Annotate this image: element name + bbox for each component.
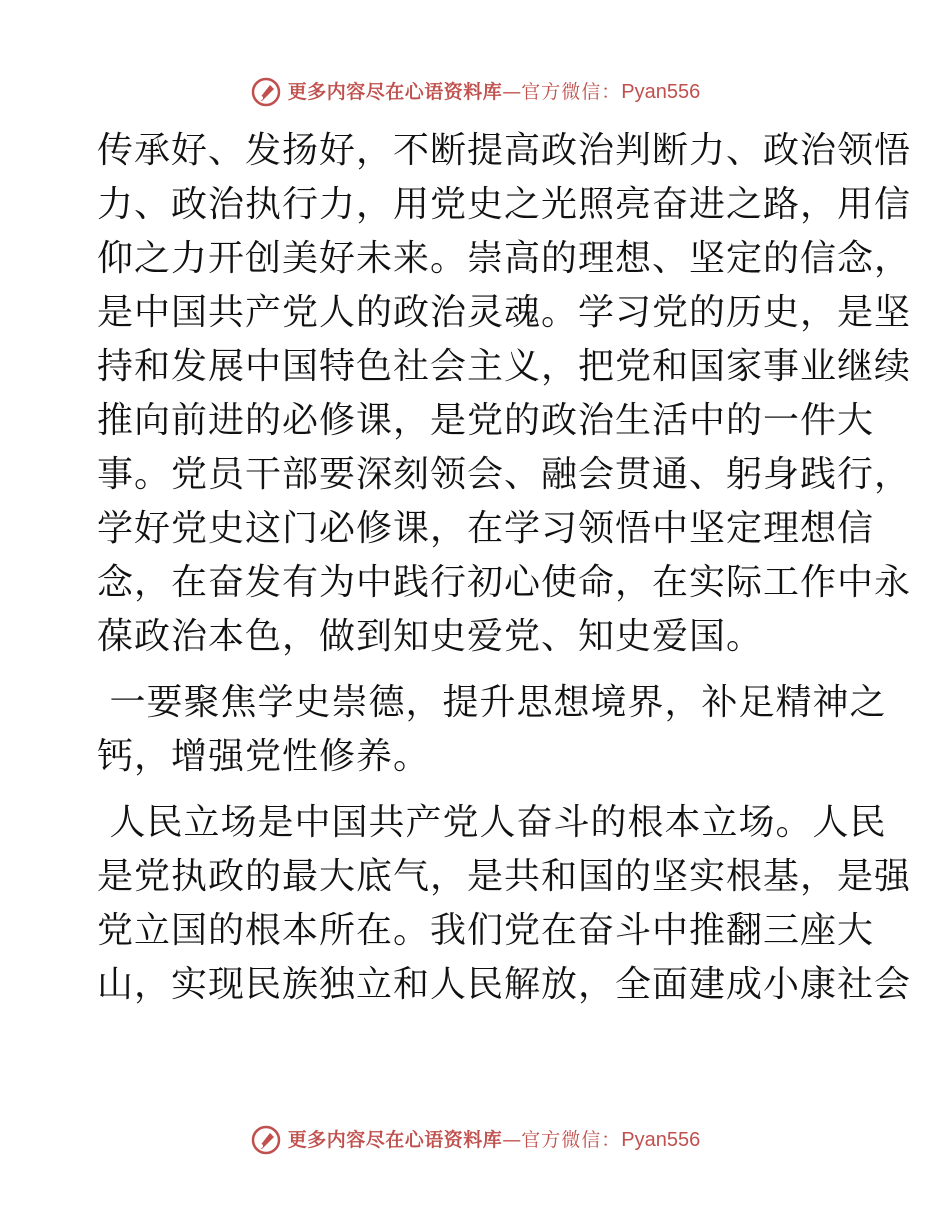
watermark-header bbox=[0, 72, 950, 112]
text-line: 仰之力开创美好未来。崇高的理想、坚定的信念， bbox=[97, 238, 912, 279]
text-line: 事。党员干部要深刻领会、融会贯通、躬身践行， bbox=[97, 454, 912, 495]
text-line: 是党执政的最大底气，是共和国的坚实根基，是强 bbox=[97, 856, 912, 897]
paragraph-3 bbox=[97, 796, 912, 1012]
text-line: 葆政治本色，做到知史爱党、知史爱国。 bbox=[97, 616, 764, 657]
watermark-handle: Pyan556 bbox=[621, 1129, 701, 1151]
watermark-brand: 更多内容尽在心语资料库 bbox=[287, 1129, 503, 1151]
pen-nib-logo-icon bbox=[250, 1124, 282, 1156]
text-line: 一要聚焦学史崇德，提升思想境界，补足精神之 bbox=[97, 682, 887, 723]
paragraph-spacer bbox=[97, 784, 857, 796]
watermark-handle: Pyan556 bbox=[621, 81, 701, 103]
paragraph-1 bbox=[97, 124, 912, 664]
text-line: 钙，增强党性修养。 bbox=[97, 736, 431, 777]
paragraph-2 bbox=[97, 676, 887, 784]
paragraph-spacer bbox=[97, 664, 857, 676]
text-line: 传承好、发扬好，不断提高政治判断力、政治领悟 bbox=[97, 130, 912, 171]
text-line: 党立国的根本所在。我们党在奋斗中推翻三座大 bbox=[97, 910, 875, 951]
text-line: 推向前进的必修课，是党的政治生活中的一件大 bbox=[97, 400, 875, 441]
watermark-brand: 更多内容尽在心语资料库 bbox=[287, 81, 503, 103]
watermark-wechat-label: 官方微信： bbox=[521, 1129, 622, 1151]
text-line: 是中国共产党人的政治灵魂。学习党的历史，是坚 bbox=[97, 292, 912, 333]
watermark-footer bbox=[0, 1120, 950, 1160]
watermark-separator: — bbox=[502, 1129, 522, 1151]
pen-nib-logo-icon bbox=[250, 76, 282, 108]
watermark-wechat-label: 官方微信： bbox=[521, 81, 622, 103]
text-line: 学好党史这门必修课，在学习领悟中坚定理想信 bbox=[97, 508, 875, 549]
document-body bbox=[97, 124, 912, 1012]
watermark-separator: — bbox=[502, 81, 522, 103]
text-line: 人民立场是中国共产党人奋斗的根本立场。人民 bbox=[97, 802, 887, 843]
text-line: 力、政治执行力，用党史之光照亮奋进之路，用信 bbox=[97, 184, 912, 225]
text-line: 山，实现民族独立和人民解放，全面建成小康社会 bbox=[97, 964, 912, 1005]
text-line: 念，在奋发有为中践行初心使命，在实际工作中永 bbox=[97, 562, 912, 603]
text-line: 持和发展中国特色社会主义，把党和国家事业继续 bbox=[97, 346, 912, 387]
